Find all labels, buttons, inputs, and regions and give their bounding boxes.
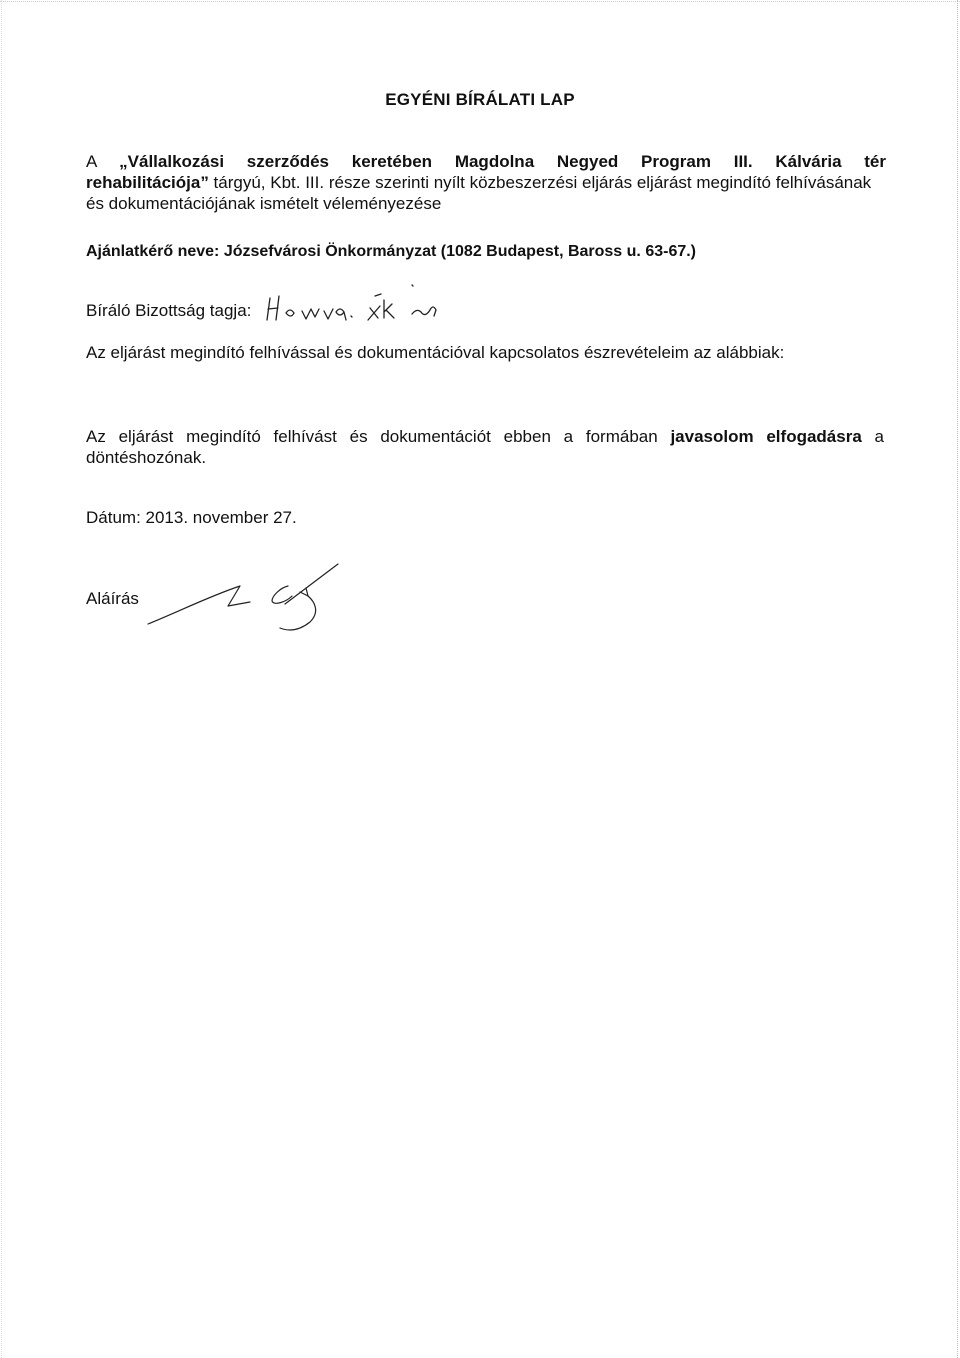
signature-label: Aláírás <box>86 589 139 608</box>
member-name-handwritten <box>262 278 462 328</box>
subject-title-bold: „Vállalkozási szerződés keretében Magdolna Negyed Program III. Kálvária tér <box>119 152 887 171</box>
proposal-text-1: Az eljárást megindító felhívást és dokumentációt ebben a formában <box>86 427 671 446</box>
proposal-line-1 <box>86 426 884 447</box>
scan-edge-right <box>955 0 958 1358</box>
document-title: EGYÉNI BÍRÁLATI LAP <box>385 90 575 109</box>
subject-prefix: A <box>86 152 120 171</box>
subject-title-bold-end: rehabilitációja” <box>86 173 209 192</box>
proposal-line-2: döntéshozónak. <box>86 448 207 467</box>
contracting-authority: Ajánlatkérő neve: Józsefvárosi Önkormányzat (1082 Budapest, Baross u. 63-67.) <box>86 243 697 260</box>
subject-line-3: és dokumentációjának ismételt véleményezése <box>86 194 442 213</box>
comments-intro: Az eljárást megindító felhívással és dokumentációval kapcsolatos észrevételeim az alábbiak: <box>86 343 785 362</box>
proposal-paragraph <box>86 426 884 468</box>
handwritten-signature <box>140 556 360 636</box>
proposal-text-2: a <box>861 427 884 446</box>
subject-paragraph <box>86 151 886 214</box>
subject-line-2 <box>86 172 886 193</box>
scan-edge-top <box>0 1 960 3</box>
scan-edge-left <box>1 0 3 1358</box>
subject-line-1 <box>86 151 886 172</box>
subject-line-2-rest: tárgyú, Kbt. III. része szerinti nyílt közbeszerzési eljárás eljárást megindító felhívásának <box>208 173 872 192</box>
committee-member-label: Bíráló Bizottság tagja: <box>86 301 252 320</box>
document-date: Dátum: 2013. november 27. <box>86 508 297 527</box>
proposal-decision-bold: javasolom elfogadásra <box>670 427 862 446</box>
